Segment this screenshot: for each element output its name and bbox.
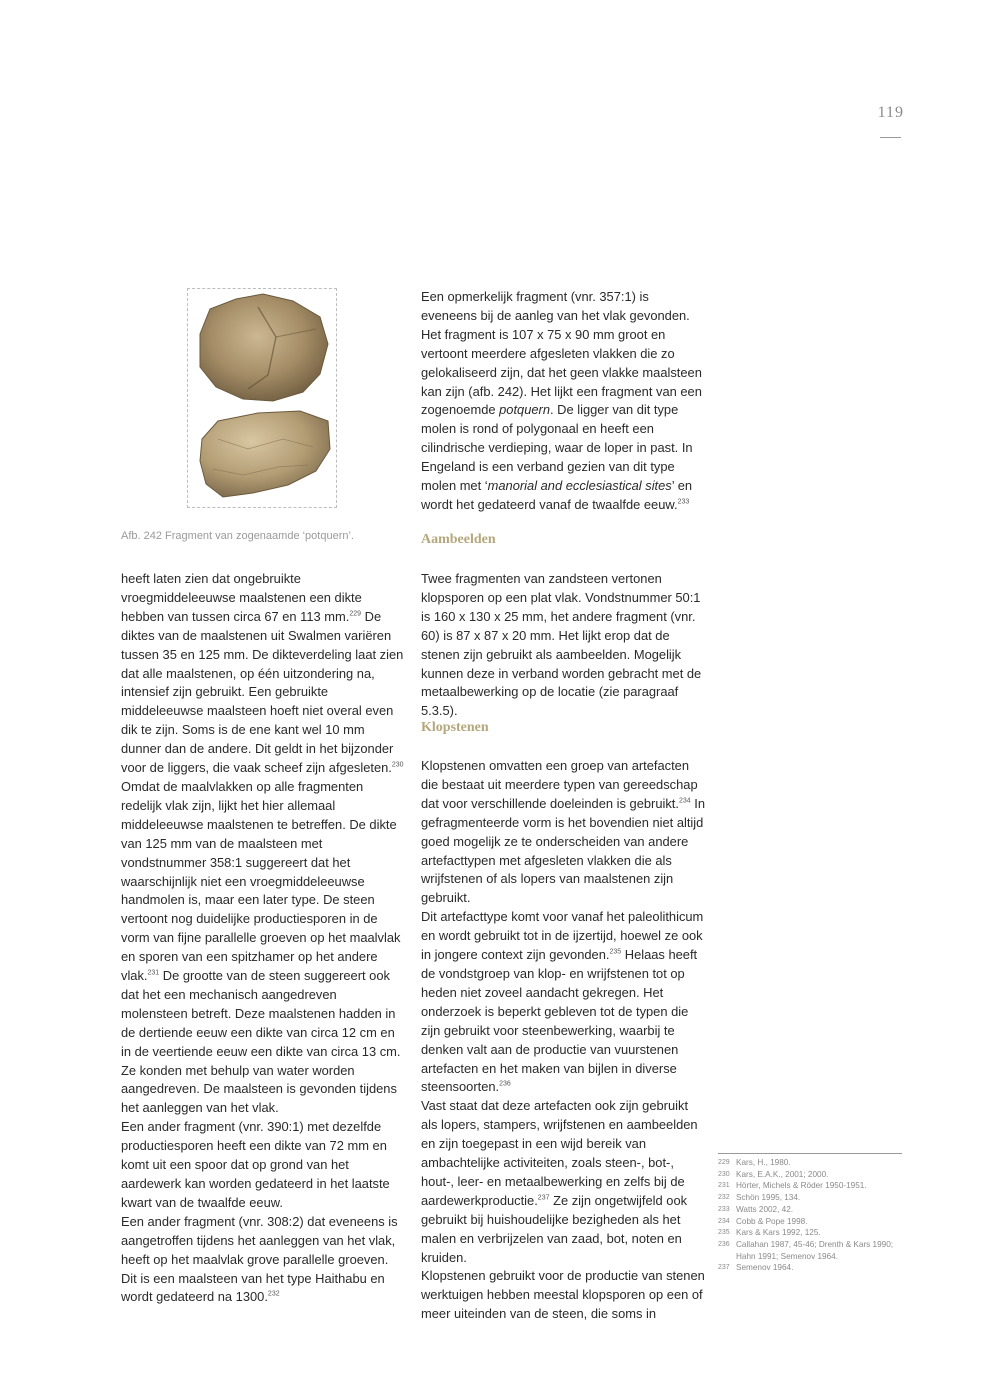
- text-run: De diktes van de maalstenen uit Swalmen variëren tussen 35 en 125 mm. De dikteverdeling laat zien dat alle maalstenen, op één uitzondering na, intensief zijn gebruikt. Een gebruikte middeleeuwse maalsteen hoeft niet overal even dik te zijn. Soms is de ene kant wel 10 mm dunner dan de andere. Dit geldt in het bijzonder voor de liggers, die vaak scheef zijn afgesleten.: [121, 608, 404, 776]
- paragraph: [421, 757, 706, 908]
- text-run: De grootte van de steen suggereert ook dat het een mechanisch aangedreven molensteen betreft. Deze maalstenen hadden in de dertiende eeuw een dikte van circa 12 cm en in de veertiende eeuw een dikte van circa 13 cm. Ze konden met behulp van water worden aangedreven. De maalsteen is gevonden tijdens het aanleggen van het vlak.: [121, 968, 401, 1116]
- page-number: 119: [877, 104, 904, 121]
- footnote-text: Watts 2002, 42.: [736, 1204, 794, 1214]
- paragraph: [421, 1097, 706, 1267]
- text-run: Ze zijn ongetwijfeld ook gebruikt bij huishoudelijke bezigheden als het malen en verbrijzelen van zaad, bot, noten en kruiden.: [421, 1192, 688, 1265]
- footnote: [718, 1216, 908, 1228]
- footnote: [718, 1239, 908, 1262]
- paragraph: [121, 1213, 406, 1308]
- footnote-number: 235: [718, 1229, 730, 1237]
- footnote-text: Kars, E.A.K., 2001; 2000.: [736, 1169, 829, 1179]
- footnote-ref[interactable]: 233: [677, 498, 690, 506]
- potquern-photo: [188, 289, 336, 507]
- footnotes: [718, 1157, 908, 1274]
- footnote-ref[interactable]: 234: [678, 797, 691, 805]
- paragraph: [421, 288, 706, 515]
- text-run: Een opmerkelijk fragment (vnr. 357:1) is eveneens bij de aanleg van het vlak gevonden. Het fragment is 107 x 75 x 90 mm groot en vertoont meerdere afgesleten vlakken die zo gelokaliseerd zijn, dat het geen vlakke maalsteen kan zijn (afb. 242). Het lijkt een fragment van een zogenoemde: [421, 289, 702, 418]
- text-run: Klopstenen omvatten een groep van artefacten die bestaat uit meerdere typen van gereedschap dat voor verschillende doeleinden is gebruikt.: [421, 758, 698, 811]
- footnote-number: 231: [718, 1182, 730, 1190]
- text-run: Een ander fragment (vnr. 308:2) dat eveneens is aangetroffen tijdens het aanleggen van het vlak, heeft op het maalvlak grove parallelle groeven. Dit is een maalsteen van het type Haithabu en wordt gedateerd na 1300.: [121, 1213, 398, 1305]
- footnote-number: 230: [718, 1170, 730, 1178]
- text-run: Omdat de maalvlakken op alle fragmenten redelijk vlak zijn, lijkt het hier allemaal middeleeuwse maalstenen te betreffen. De dikte van 125 mm van de maalsteen met vondstnummer 358:1 suggereert dat het waarschijnlijk niet een vroegmiddeleeuwse handmolen is, maar een later type. De steen vertoont nog duidelijke productiesporen in de vorm van fijne parallelle groeven op het maalvlak en sporen van een spitzhamer op het andere vlak.: [121, 778, 401, 984]
- figure-caption: Afb. 242 Fragment van zogenaamde ‘potquern’.: [121, 530, 354, 542]
- text-run: Helaas heeft de vondstgroep van klop- en wrijfstenen tot op heden niet zoveel aandacht gekregen. Het onderzoek is beperkt gebleven tot de typen die zijn gebruikt voor steenbewerking, waarbij te denken valt aan de productie van vuurstenen artefacten en het maken van bijlen in diverse steensoorten.: [421, 947, 698, 1095]
- column-right-aambeelden: [421, 570, 706, 721]
- stone-fragment-top: [200, 294, 328, 401]
- footnote-number: 229: [718, 1159, 730, 1166]
- italic-term: manorial and ecclesiastical sites: [487, 478, 672, 494]
- italic-term: potquern: [499, 402, 551, 418]
- paragraph: Twee fragmenten van zandsteen vertonen klopsporen op een plat vlak. Vondstnummer 50:1 is 160 x 130 x 25 mm, het andere fragment (vnr. 60) is 87 x 87 x 20 mm. Het lijkt erop dat de stenen zijn gebruikt als aambeelden. Mogelijk kunnen deze in verband worden gebracht met de metaalbewerking op de locatie (zie paragraaf 5.3.5).: [421, 571, 702, 719]
- footnote-number: 237: [718, 1264, 730, 1272]
- footnote-text: Semenov 1964.: [736, 1263, 794, 1273]
- footnote-number: 233: [718, 1205, 730, 1213]
- footnote-text: Kars & Kars 1992, 125.: [736, 1228, 821, 1238]
- stone-fragment-bottom: [200, 411, 330, 497]
- text-run: . De ligger van dit type molen is rond of polygonaal en heeft een cilindrische verdieping, waar de loper in past. In Engeland is een verband gezien van dit type molen met ‘: [421, 402, 693, 494]
- footnote-ref[interactable]: 235: [609, 948, 622, 956]
- footnote: [718, 1157, 908, 1169]
- footnote: [718, 1262, 908, 1274]
- footnote-ref[interactable]: 237: [537, 1194, 550, 1202]
- text-run: In gefragmenteerde vorm is het bovendien niet altijd goed mogelijk ze te onderscheiden van andere artefacttypen met afgesleten vlakken die als wrijfstenen of als lopers van maalstenen zijn gebruikt.: [421, 795, 706, 906]
- text-run: Dit artefacttype komt voor vanaf het paleolithicum en wordt gebruikt tot in de ijzertijd, hoewel ze ook in jongere context zijn gevonden.: [421, 909, 704, 963]
- paragraph: [421, 908, 706, 1097]
- text-run: heeft laten zien dat ongebruikte vroegmiddeleeuwse maalstenen een dikte hebben van tussen circa 67 en 113 mm.: [121, 571, 362, 624]
- footnote-ref[interactable]: 229: [349, 610, 362, 618]
- section-heading-klopstenen: Klopstenen: [421, 720, 489, 735]
- footnote-ref[interactable]: 230: [391, 761, 404, 769]
- footnote: [718, 1180, 908, 1192]
- footnote: [718, 1227, 908, 1239]
- section-heading-aambeelden: Aambeelden: [421, 532, 496, 547]
- column-right-intro: [421, 288, 706, 515]
- footnote: [718, 1204, 908, 1216]
- text-run: ’ en wordt het gedateerd vanaf de twaalfde eeuw.: [421, 478, 693, 512]
- figure-potquern: [187, 288, 337, 508]
- footnote-text: Hörter, Michels & Röder 1950-1951.: [736, 1181, 867, 1191]
- footnote-ref[interactable]: 236: [499, 1081, 511, 1089]
- footnote-number: 236: [718, 1240, 730, 1248]
- page-number-rule: [880, 137, 901, 138]
- text-run: Vast staat dat deze artefacten ook zijn gebruikt als lopers, stampers, wrijfstenen en aambeelden en zijn toegepast in een wijd bereik van ambachtelijke activiteiten, zoals steen-, bot-, hout-, leer- en metaalbewerking en zelfs bij de aardewerkproductie.: [421, 1098, 698, 1208]
- footnote-ref[interactable]: 232: [267, 1291, 280, 1299]
- footnote: [718, 1192, 908, 1204]
- footnote-number: 234: [718, 1217, 730, 1225]
- paragraph: Een ander fragment (vnr. 390:1) met dezelfde productiesporen heeft een dikte van 72 mm en komt uit een spoor dat op grond van het aardewerk kan worden gedateerd in het laatste kwart van de twaalfde eeuw.: [121, 1119, 390, 1210]
- paragraph: [121, 570, 406, 1118]
- footnote-text: Schön 1995, 134.: [736, 1193, 801, 1203]
- column-right-klopstenen: [421, 757, 706, 1324]
- paragraph: Klopstenen gebruikt voor de productie van stenen werktuigen hebben meestal klopsporen op een of meer uiteinden van de steen, die soms in: [421, 1268, 705, 1322]
- footnotes-rule: [718, 1153, 902, 1154]
- footnote-text: Cobb & Pope 1998.: [736, 1216, 808, 1226]
- footnote: [718, 1169, 908, 1181]
- footnote-text: Callahan 1987, 45-46; Drenth & Kars 1990; Hahn 1991; Semenov 1964.: [736, 1239, 894, 1261]
- footnote-text: Kars, H., 1980.: [736, 1158, 791, 1167]
- footnote-number: 232: [718, 1194, 730, 1202]
- footnote-ref[interactable]: 231: [147, 969, 160, 977]
- column-left: [121, 570, 406, 1307]
